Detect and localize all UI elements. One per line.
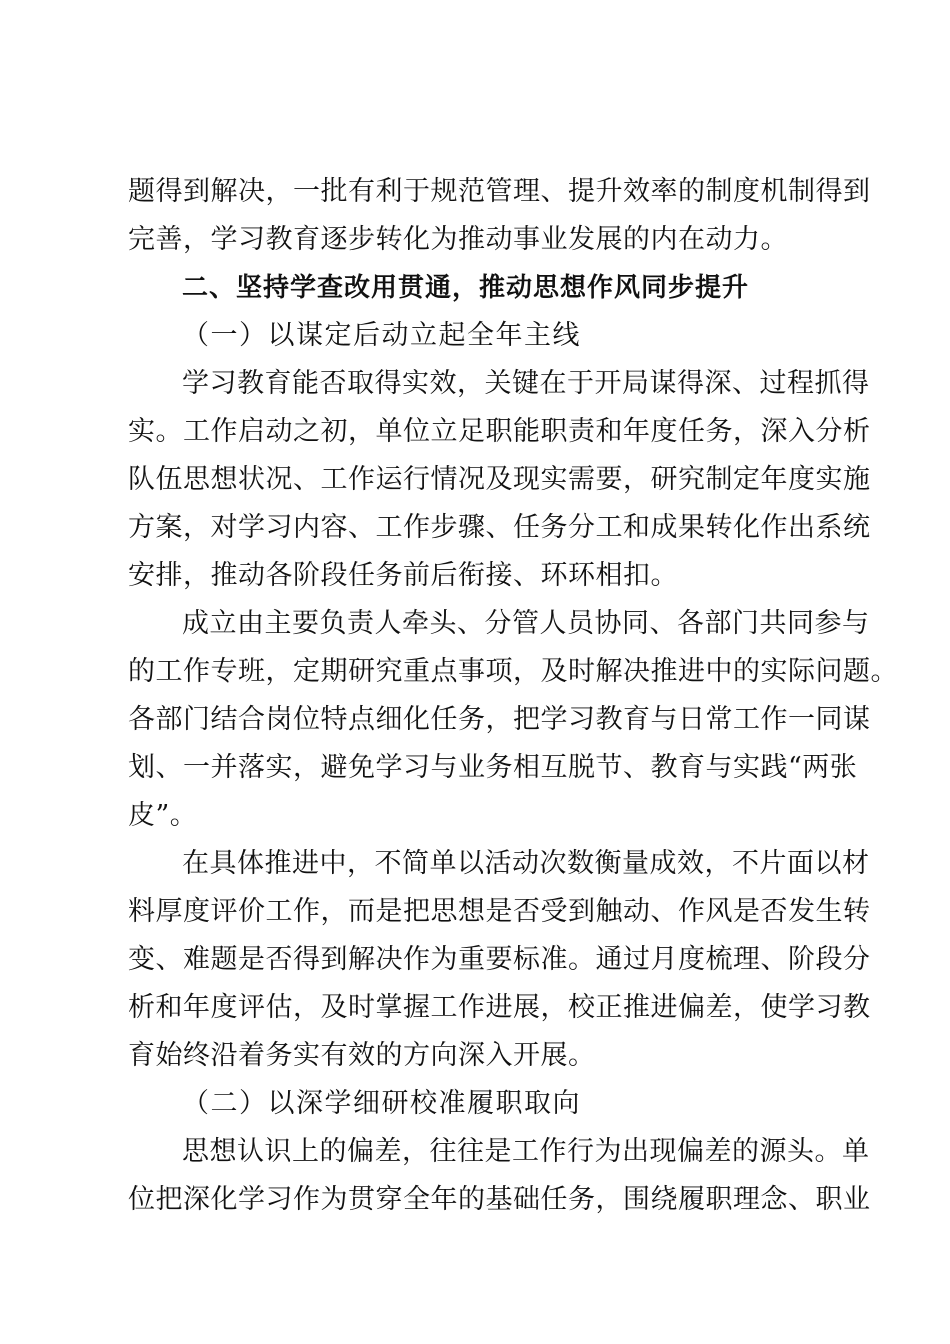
body-text-line: 皮”。 [128, 800, 198, 831]
subsection-heading: （二）以深学细研校准履职取向 [182, 1088, 581, 1119]
body-text-line: 完善，学习教育逐步转化为推动事业发展的内在动力。 [128, 224, 788, 255]
section-heading: 二、坚持学查改用贯通，推动思想作风同步提升 [182, 273, 750, 303]
body-text-line: 方案，对学习内容、工作步骤、任务分工和成果转化作出系统 [128, 512, 871, 543]
body-text-line: 变、难题是否得到解决作为重要标准。通过月度梳理、阶段分 [128, 944, 871, 975]
body-text-line: 安排，推动各阶段任务前后衔接、环环相扣。 [128, 560, 678, 591]
body-text-line: 思想认识上的偏差，往往是工作行为出现偏差的源头。单 [182, 1136, 870, 1167]
body-text-line: 各部门结合岗位特点细化任务，把学习教育与日常工作一同谋 [128, 704, 871, 735]
body-text-line: 在具体推进中，不简单以活动次数衡量成效，不片面以材 [182, 848, 870, 879]
body-text-line: 的工作专班，定期研究重点事项，及时解决推进中的实际问题。 [128, 656, 898, 687]
body-text-line: 位把深化学习作为贯穿全年的基础任务，围绕履职理念、职业 [128, 1184, 871, 1215]
body-text-line: 队伍思想状况、工作运行情况及现实需要，研究制定年度实施 [128, 464, 871, 495]
body-text-line: 划、一并落实，避免学习与业务相互脱节、教育与实践“两张 [128, 752, 858, 783]
body-text-line: 题得到解决，一批有利于规范管理、提升效率的制度机制得到 [128, 176, 871, 207]
body-text-line: 成立由主要负责人牵头、分管人员协同、各部门共同参与 [182, 608, 870, 639]
body-text-line: 析和年度评估，及时掌握工作进展，校正推进偏差，使学习教 [128, 992, 871, 1023]
body-text-line: 料厚度评价工作，而是把思想是否受到触动、作风是否发生转 [128, 896, 871, 927]
subsection-heading: （一）以谋定后动立起全年主线 [182, 320, 581, 351]
body-text-line: 实。工作启动之初，单位立足职能职责和年度任务，深入分析 [128, 416, 871, 447]
body-text-line: 育始终沿着务实有效的方向深入开展。 [128, 1040, 596, 1071]
body-text-line: 学习教育能否取得实效，关键在于开局谋得深、过程抓得 [182, 368, 870, 399]
